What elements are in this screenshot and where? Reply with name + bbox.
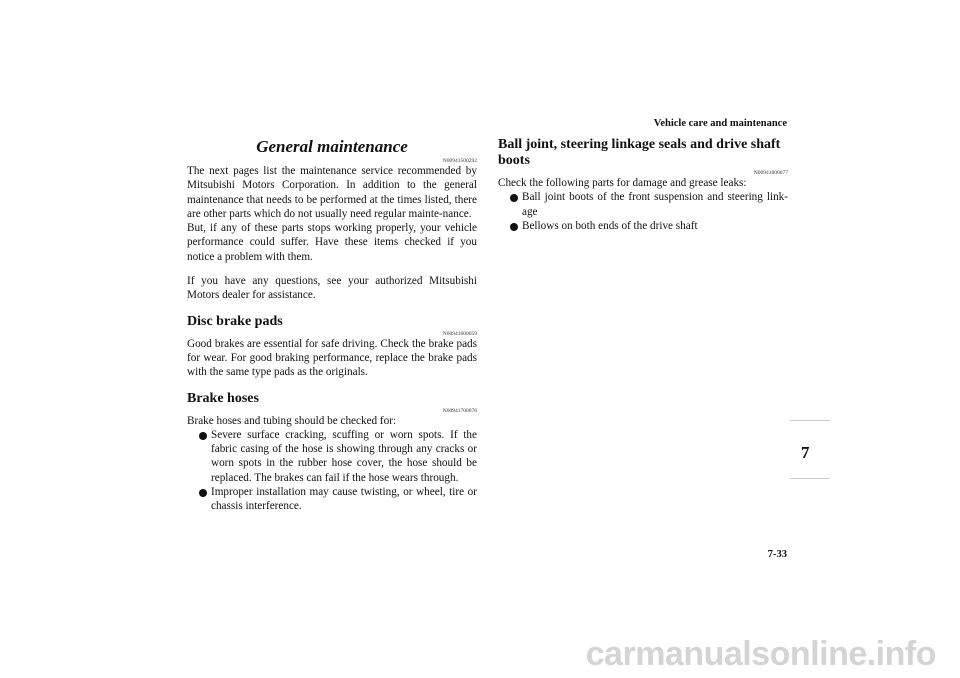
- ball-joint-text: Check the following parts for damage and grease leaks:: [498, 177, 747, 189]
- bullet-icon: [199, 432, 207, 440]
- running-header: Vehicle care and maintenance: [653, 118, 787, 129]
- ball-joint-heading: Ball joint, steering linkage seals and drive shaft boots: [498, 137, 781, 168]
- disc-brake-text: Good brakes are essential for safe driving. Check the brake pads for wear. For good braking performance, replace the brake pads with the same type pads as the originals.: [187, 337, 477, 379]
- page-number: 7-33: [767, 549, 787, 560]
- brake-hoses-heading: Brake hoses: [187, 390, 259, 406]
- ball-joint-list: [498, 190, 788, 233]
- ball-joint-code: N00941800077: [753, 170, 788, 176]
- watermark: carmanualsonline.info: [585, 635, 936, 673]
- brake-hoses-code: N00941700076: [442, 407, 477, 414]
- chapter-tab-divider-bottom: [790, 478, 830, 479]
- bullet-icon: [199, 489, 207, 497]
- intro-paragraph-2: But, if any of these parts stops working properly, your vehicle performance could suffer. Have these items checked if you notice a problem with them.: [187, 222, 477, 263]
- left-column: [187, 137, 477, 514]
- bullet-icon: [510, 194, 518, 202]
- section-title: General maintenance: [256, 137, 408, 156]
- list-item-text: Bellows on both ends of the drive shaft: [522, 219, 698, 232]
- list-item: [498, 190, 788, 219]
- brake-hoses-text: Brake hoses and tubing should be checked for:: [187, 414, 397, 427]
- section-code: N00941500292: [442, 158, 477, 164]
- bullet-icon: [510, 223, 518, 231]
- disc-brake-heading: Disc brake pads: [187, 313, 283, 329]
- right-column: [498, 137, 788, 233]
- disc-brake-code: N00941600059: [442, 330, 477, 337]
- brake-hoses-list: [187, 428, 477, 514]
- list-item: [187, 485, 477, 514]
- list-item: [187, 428, 477, 485]
- list-item-text: Ball joint boots of the front suspension and steering link-age: [522, 191, 788, 218]
- intro-paragraph-3: If you have any questions, see your authorized Mitsubishi Motors dealer for assistance.: [187, 275, 477, 302]
- chapter-tab-divider-top: [790, 420, 830, 421]
- list-item-text: Improper installation may cause twisting, or wheel, tire or chassis interference.: [211, 486, 477, 513]
- list-item: [498, 219, 788, 233]
- intro-paragraph-1: The next pages list the maintenance service recommended by Mitsubishi Motors Corporation. In addition to the general maintenance that needs to be performed at the times listed, there are other parts which do not usually need regular mainte-nance.: [187, 165, 477, 220]
- list-item-text: Severe surface cracking, scuffing or worn spots. If the fabric casing of the hose is showing through any cracks or worn spots in the rubber hose cover, the hose should be replaced. The brakes can fail if the hose wears through.: [211, 428, 477, 484]
- chapter-tab-number: 7: [801, 443, 810, 462]
